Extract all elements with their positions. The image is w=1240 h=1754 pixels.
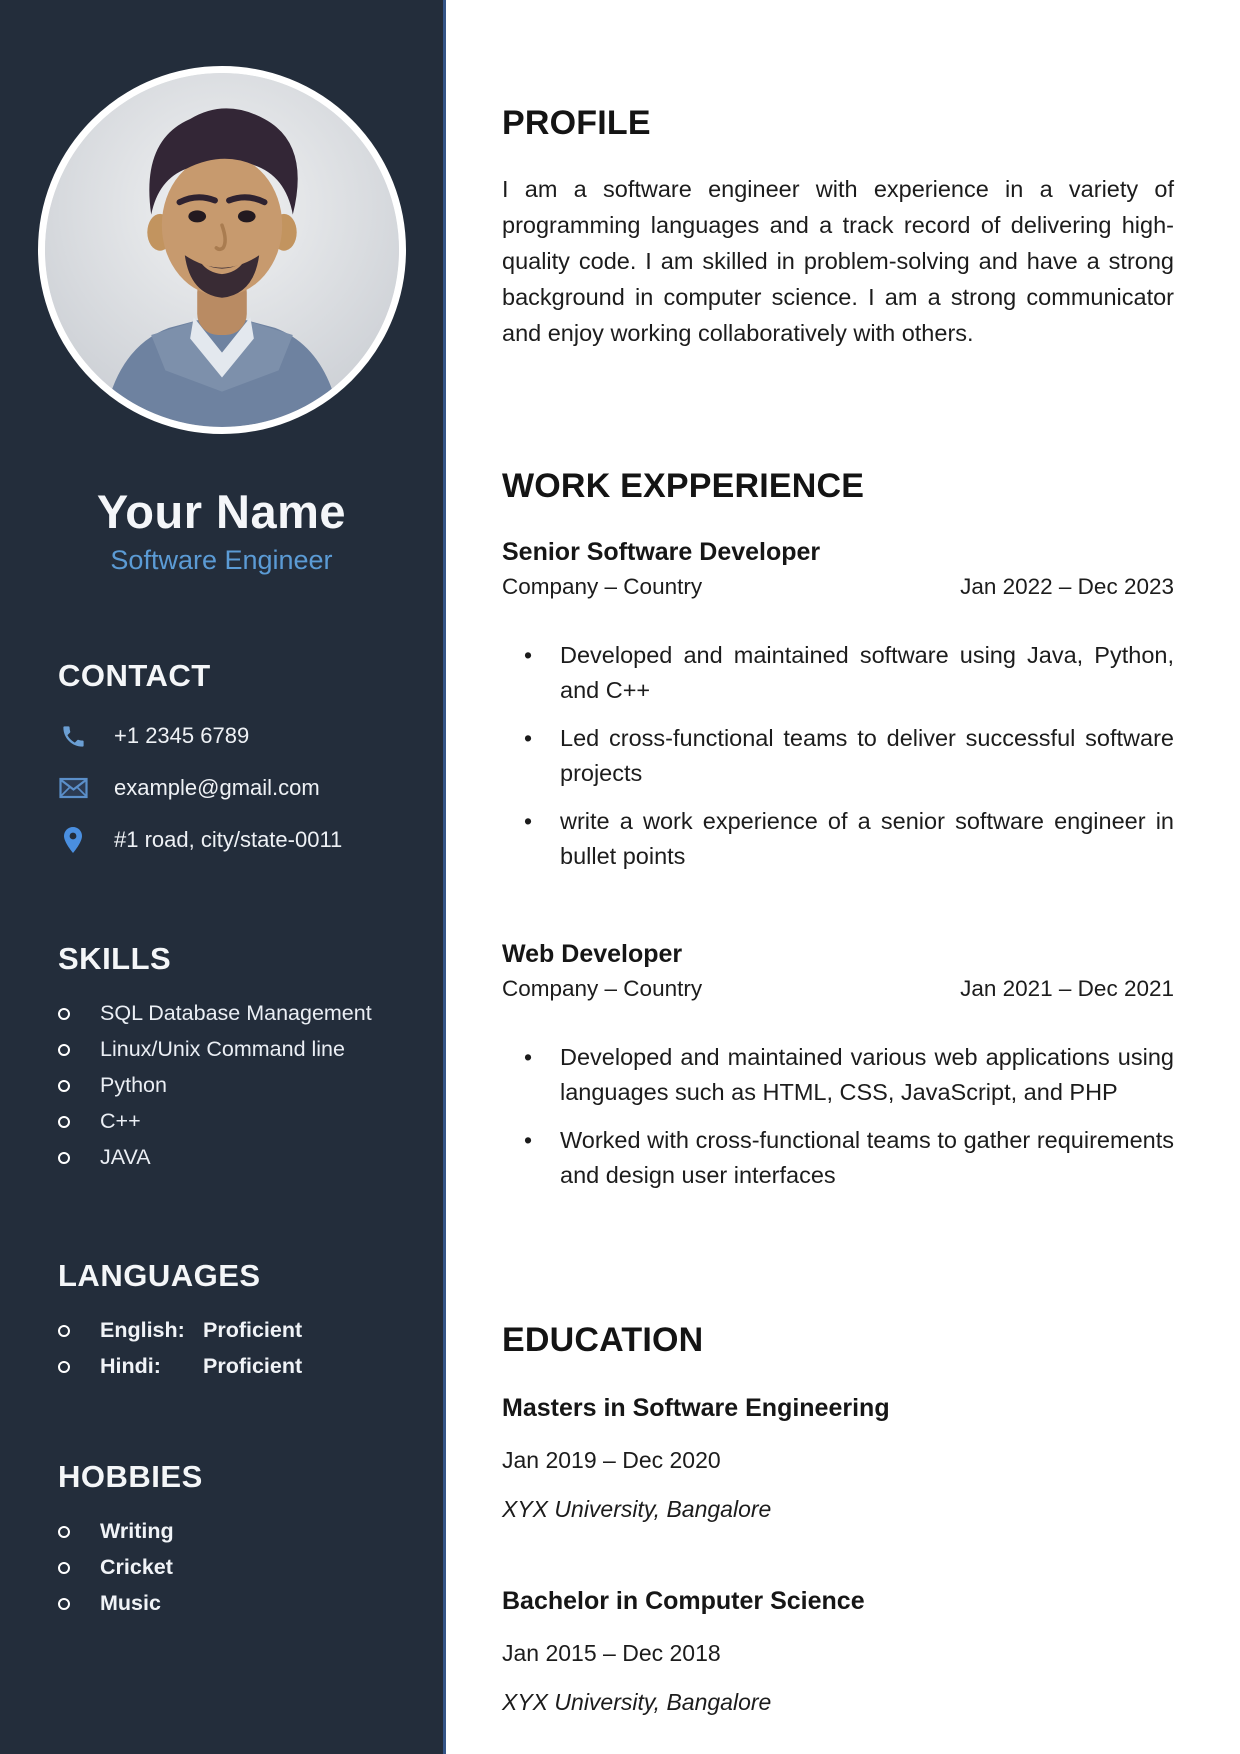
contact-email-value: example@gmail.com — [114, 775, 320, 800]
hobby-item: Writing — [58, 1519, 413, 1544]
location-icon — [58, 826, 88, 855]
hobbies-heading: HOBBIES — [58, 1459, 203, 1494]
skill-item: C++ — [58, 1109, 413, 1134]
degree-title: Bachelor in Computer Science — [502, 1587, 865, 1615]
languages-heading: LANGUAGES — [58, 1258, 261, 1293]
job-bullet: • Developed and maintained software using Java, Python, and C++ — [502, 638, 1174, 708]
education-section — [502, 1321, 1174, 1716]
job-dates: Jan 2021 – Dec 2021 — [960, 976, 1174, 1001]
skill-item: Linux/Unix Command line — [58, 1037, 413, 1062]
circle-bullet-icon — [58, 1116, 70, 1128]
skills-heading: SKILLS — [58, 941, 172, 976]
job-entry — [502, 538, 1174, 874]
contact-row-phone — [58, 720, 413, 752]
skills-section — [0, 941, 443, 1170]
main-content — [446, 0, 1240, 1754]
circle-bullet-icon — [58, 1598, 70, 1610]
person-name: Your Name — [96, 485, 347, 538]
work-experience-section — [502, 467, 1174, 1193]
person-title: Software Engineer — [110, 545, 333, 575]
contact-heading: CONTACT — [58, 658, 211, 693]
contact-row-location — [58, 824, 413, 856]
hobby-item: Cricket — [58, 1555, 413, 1580]
job-bullet: • Worked with cross-functional teams to gather requirements and design user interfaces — [502, 1123, 1174, 1193]
email-icon — [58, 776, 88, 800]
degree-school: XYX University, Bangalore — [502, 1496, 772, 1522]
circle-bullet-icon — [58, 1152, 70, 1164]
profile-photo — [38, 66, 406, 434]
contact-row-email — [58, 772, 413, 804]
profile-photo-illustration — [45, 73, 399, 427]
job-bullet: • write a work experience of a senior software engineer in bullet points — [502, 804, 1174, 874]
bullet-dot-icon: • — [524, 808, 533, 834]
skill-item: SQL Database Management — [58, 1001, 413, 1026]
degree-school: XYX University, Bangalore — [502, 1689, 772, 1715]
languages-section — [0, 1258, 443, 1379]
circle-bullet-icon — [58, 1008, 70, 1020]
contact-address-value: #1 road, city/state-0011 — [114, 827, 343, 852]
hobby-item: Music — [58, 1591, 413, 1616]
job-title: Senior Software Developer — [502, 538, 821, 566]
degree-entry — [502, 1394, 1174, 1523]
profile-heading: PROFILE — [502, 104, 651, 142]
bullet-dot-icon: • — [524, 1127, 533, 1153]
sidebar — [0, 0, 446, 1754]
circle-bullet-icon — [58, 1361, 70, 1373]
circle-bullet-icon — [58, 1325, 70, 1337]
job-bullet: • Led cross-functional teams to deliver successful software projects — [502, 721, 1174, 791]
language-item: Hindi: Proficient — [58, 1354, 413, 1379]
education-heading: EDUCATION — [502, 1321, 704, 1359]
circle-bullet-icon — [58, 1080, 70, 1092]
work-experience-heading: WORK EXPPERIENCE — [502, 467, 865, 505]
degree-dates: Jan 2019 – Dec 2020 — [502, 1447, 721, 1473]
job-bullet: • Developed and maintained various web applications using languages such as HTML, CSS, JavaScript, and PHP — [502, 1040, 1174, 1110]
bullet-dot-icon: • — [524, 642, 533, 668]
circle-bullet-icon — [58, 1562, 70, 1574]
circle-bullet-icon — [58, 1526, 70, 1538]
job-company: Company – Country — [502, 976, 703, 1001]
degree-title: Masters in Software Engineering — [502, 1394, 890, 1422]
job-company: Company – Country — [502, 574, 703, 599]
job-dates: Jan 2022 – Dec 2023 — [960, 574, 1174, 599]
skill-item: Python — [58, 1073, 413, 1098]
bullet-dot-icon: • — [524, 725, 533, 751]
phone-icon — [58, 723, 88, 750]
language-item: English: Proficient — [58, 1318, 413, 1343]
skill-item: JAVA — [58, 1145, 413, 1170]
degree-dates: Jan 2015 – Dec 2018 — [502, 1640, 721, 1666]
contact-section — [0, 658, 443, 856]
contact-phone-value: +1 2345 6789 — [114, 723, 250, 748]
profile-section — [502, 104, 1174, 351]
profile-summary: I am a software engineer with experience in a variety of programming languages and a track record of delivering high-quality code. I am skilled in problem-solving and have a strong background in computer science. I am a strong communicator and enjoy working collaboratively with others. — [502, 176, 1174, 346]
job-title: Web Developer — [502, 940, 683, 968]
bullet-dot-icon: • — [524, 1044, 533, 1070]
hobbies-section — [0, 1459, 443, 1616]
job-entry — [502, 940, 1174, 1193]
degree-entry — [502, 1587, 1174, 1716]
circle-bullet-icon — [58, 1044, 70, 1056]
